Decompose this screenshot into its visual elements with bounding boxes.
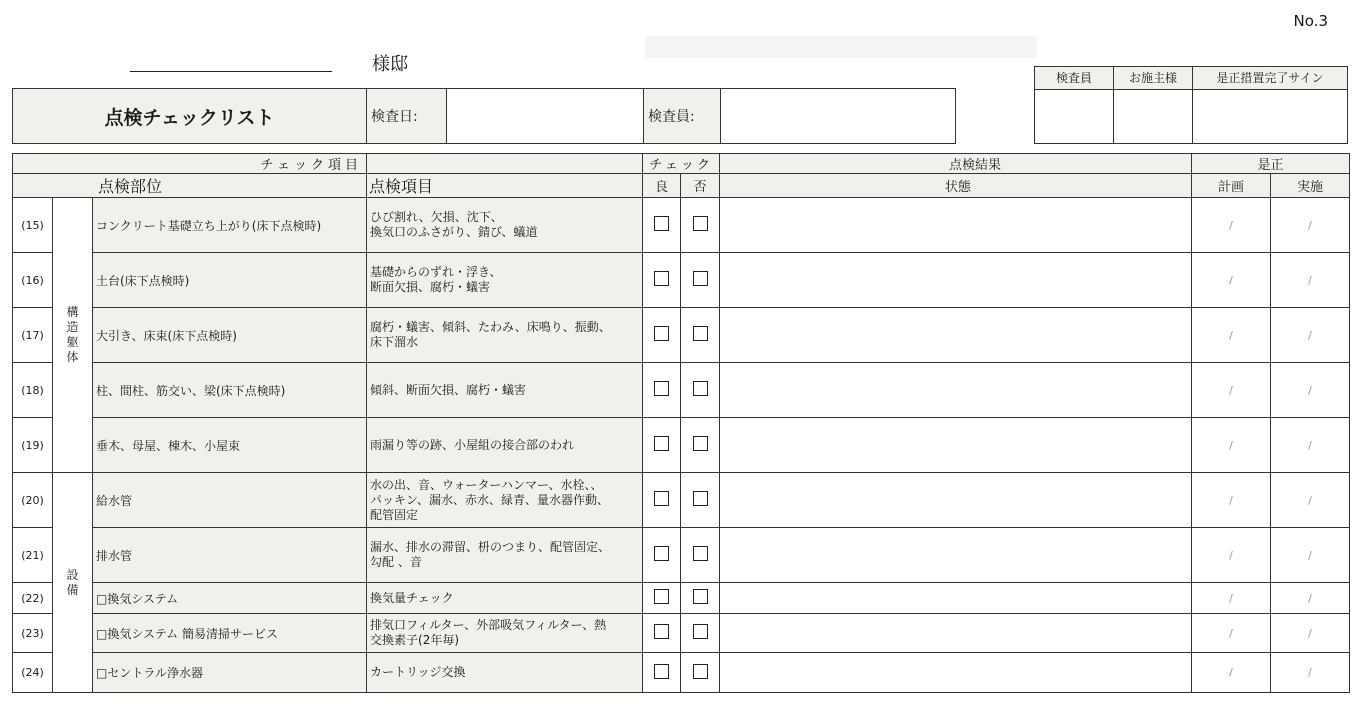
good-checkbox-cell[interactable]	[643, 363, 681, 418]
sign-box	[1034, 66, 1348, 144]
checklist-table	[12, 153, 1350, 693]
good-checkbox-cell[interactable]	[643, 308, 681, 363]
good-checkbox[interactable]	[654, 216, 669, 231]
good-checkbox[interactable]	[654, 664, 669, 679]
good-checkbox[interactable]	[654, 624, 669, 639]
bad-header: 否	[681, 174, 720, 198]
bad-checkbox-cell[interactable]	[681, 473, 720, 528]
page-number: No.3	[1293, 12, 1328, 30]
category-equipment: 設 備	[53, 473, 93, 693]
sign-complete-cell[interactable]	[1193, 89, 1348, 143]
good-checkbox-cell[interactable]	[643, 653, 681, 693]
good-checkbox-cell[interactable]	[643, 473, 681, 528]
bad-checkbox[interactable]	[693, 624, 708, 639]
inspection-part: 垂木、母屋、棟木、小屋束	[93, 418, 367, 473]
plan-date-field[interactable]: /	[1192, 308, 1271, 363]
inspection-part: □換気システム 簡易清掃サービス	[93, 614, 367, 653]
sign-client-cell[interactable]	[1114, 89, 1193, 143]
good-checkbox-cell[interactable]	[643, 583, 681, 614]
result-state-field[interactable]	[720, 418, 1192, 473]
done-date-field[interactable]: /	[1271, 583, 1350, 614]
done-date-field[interactable]: /	[1271, 614, 1350, 653]
bad-checkbox-cell[interactable]	[681, 583, 720, 614]
inspection-item: カートリッジ交換	[367, 653, 643, 693]
good-checkbox[interactable]	[654, 381, 669, 396]
result-state-field[interactable]	[720, 308, 1192, 363]
row-number: (15)	[13, 198, 53, 253]
blank-field	[645, 36, 1037, 58]
bad-checkbox[interactable]	[693, 216, 708, 231]
part-header: 点検部位	[13, 174, 367, 198]
bad-checkbox-cell[interactable]	[681, 253, 720, 308]
good-checkbox[interactable]	[654, 326, 669, 341]
category-structure: 構 造 躯 体	[53, 198, 93, 473]
good-checkbox[interactable]	[654, 436, 669, 451]
good-checkbox[interactable]	[654, 546, 669, 561]
owner-name-line[interactable]	[130, 70, 332, 72]
good-checkbox-cell[interactable]	[643, 614, 681, 653]
table-row	[13, 614, 1350, 653]
header-box	[12, 88, 956, 144]
row-number: (22)	[13, 583, 53, 614]
table-row	[13, 418, 1350, 473]
inspection-part: □セントラル浄水器	[93, 653, 367, 693]
sign-inspector-cell[interactable]	[1035, 89, 1114, 143]
checklist-title: 点検チェックリスト	[13, 89, 367, 144]
inspection-item: 腐朽・蟻害、傾斜、たわみ、床鳴り、振動、 床下溜水	[367, 308, 643, 363]
bad-checkbox-cell[interactable]	[681, 308, 720, 363]
row-number: (20)	[13, 473, 53, 528]
result-state-field[interactable]	[720, 653, 1192, 693]
inspection-part: 土台(床下点検時)	[93, 253, 367, 308]
good-checkbox[interactable]	[654, 271, 669, 286]
inspector-label: 検査員:	[644, 89, 721, 144]
done-date-field[interactable]: /	[1271, 528, 1350, 583]
result-state-field[interactable]	[720, 528, 1192, 583]
row-number: (21)	[13, 528, 53, 583]
good-checkbox-cell[interactable]	[643, 418, 681, 473]
inspection-item: 傾斜、断面欠損、腐朽・蟻害	[367, 363, 643, 418]
bad-checkbox[interactable]	[693, 589, 708, 604]
bad-checkbox[interactable]	[693, 491, 708, 506]
check-items-header: チェック項目	[13, 154, 367, 174]
done-date-field[interactable]: /	[1271, 363, 1350, 418]
result-state-field[interactable]	[720, 198, 1192, 253]
table-row	[13, 308, 1350, 363]
done-date-field[interactable]: /	[1271, 308, 1350, 363]
plan-date-field[interactable]: /	[1192, 363, 1271, 418]
inspection-part: 排水管	[93, 528, 367, 583]
bad-checkbox[interactable]	[693, 664, 708, 679]
plan-header: 計画	[1192, 174, 1271, 198]
done-date-field[interactable]: /	[1271, 253, 1350, 308]
inspection-item: 雨漏り等の跡、小屋組の接合部のわれ	[367, 418, 643, 473]
bad-checkbox[interactable]	[693, 436, 708, 451]
result-state-field[interactable]	[720, 473, 1192, 528]
sign-complete-header: 是正措置完了サイン	[1193, 67, 1348, 90]
table-row	[13, 363, 1350, 418]
bad-checkbox-cell[interactable]	[681, 614, 720, 653]
inspection-date-field[interactable]	[447, 89, 644, 144]
correction-header: 是正	[1192, 154, 1350, 174]
plan-date-field[interactable]: /	[1192, 198, 1271, 253]
row-number: (17)	[13, 308, 53, 363]
done-date-field[interactable]: /	[1271, 418, 1350, 473]
bad-checkbox-cell[interactable]	[681, 653, 720, 693]
inspection-part: 大引き、床束(床下点検時)	[93, 308, 367, 363]
table-row	[13, 253, 1350, 308]
plan-date-field[interactable]: /	[1192, 473, 1271, 528]
result-header: 点検結果	[720, 154, 1192, 174]
inspection-part: 柱、間柱、筋交い、梁(床下点検時)	[93, 363, 367, 418]
bad-checkbox-cell[interactable]	[681, 418, 720, 473]
inspection-item: 排気口フィルター、外部吸気フィルター、熱 交換素子(2年毎)	[367, 614, 643, 653]
inspection-item: ひび割れ、欠損、沈下、 換気口のふさがり、錆び、蟻道	[367, 198, 643, 253]
good-checkbox-cell[interactable]	[643, 528, 681, 583]
sign-inspector-header: 検査員	[1035, 67, 1114, 90]
table-row	[13, 198, 1350, 253]
row-number: (19)	[13, 418, 53, 473]
inspection-item: 水の出、音、ウォーターハンマー、水栓、、 パッキン、漏水、赤水、緑青、量水器作動、 配管固定	[367, 473, 643, 528]
inspection-part: コンクリート基礎立ち上がり(床下点検時)	[93, 198, 367, 253]
bad-checkbox-cell[interactable]	[681, 198, 720, 253]
result-state-field[interactable]	[720, 583, 1192, 614]
bad-checkbox[interactable]	[693, 326, 708, 341]
result-state-field[interactable]	[720, 363, 1192, 418]
plan-date-field[interactable]: /	[1192, 614, 1271, 653]
inspection-part: □換気システム	[93, 583, 367, 614]
done-date-field[interactable]: /	[1271, 198, 1350, 253]
result-state-field[interactable]	[720, 614, 1192, 653]
bad-checkbox[interactable]	[693, 381, 708, 396]
check-items-header-tail	[367, 154, 643, 174]
result-state-field[interactable]	[720, 253, 1192, 308]
done-header: 実施	[1271, 174, 1350, 198]
plan-date-field[interactable]: /	[1192, 418, 1271, 473]
item-header: 点検項目	[367, 174, 643, 198]
good-checkbox-cell[interactable]	[643, 253, 681, 308]
inspection-item: 漏水、排水の滞留、枡のつまり、配管固定、 勾配 、音	[367, 528, 643, 583]
inspector-field[interactable]	[721, 89, 956, 144]
plan-date-field[interactable]: /	[1192, 583, 1271, 614]
table-row	[13, 653, 1350, 693]
bad-checkbox-cell[interactable]	[681, 363, 720, 418]
plan-date-field[interactable]: /	[1192, 253, 1271, 308]
sign-client-header: お施主様	[1114, 67, 1193, 90]
bad-checkbox[interactable]	[693, 271, 708, 286]
done-date-field[interactable]: /	[1271, 473, 1350, 528]
bad-checkbox-cell[interactable]	[681, 528, 720, 583]
done-date-field[interactable]: /	[1271, 653, 1350, 693]
inspection-date-label: 検査日:	[367, 89, 447, 144]
row-number: (23)	[13, 614, 53, 653]
good-checkbox-cell[interactable]	[643, 198, 681, 253]
table-row	[13, 473, 1350, 528]
plan-date-field[interactable]: /	[1192, 653, 1271, 693]
check-header: チェック	[643, 154, 720, 174]
row-number: (24)	[13, 653, 53, 693]
table-row	[13, 528, 1350, 583]
inspection-part: 給水管	[93, 473, 367, 528]
inspection-item: 換気量チェック	[367, 583, 643, 614]
good-header: 良	[643, 174, 681, 198]
state-header: 状態	[720, 174, 1192, 198]
row-number: (18)	[13, 363, 53, 418]
table-row	[13, 583, 1350, 614]
owner-suffix: 様邸	[372, 54, 408, 75]
good-checkbox[interactable]	[654, 589, 669, 604]
bad-checkbox[interactable]	[693, 546, 708, 561]
plan-date-field[interactable]: /	[1192, 528, 1271, 583]
inspection-item: 基礎からのずれ・浮き、 断面欠損、腐朽・蟻害	[367, 253, 643, 308]
row-number: (16)	[13, 253, 53, 308]
good-checkbox[interactable]	[654, 491, 669, 506]
